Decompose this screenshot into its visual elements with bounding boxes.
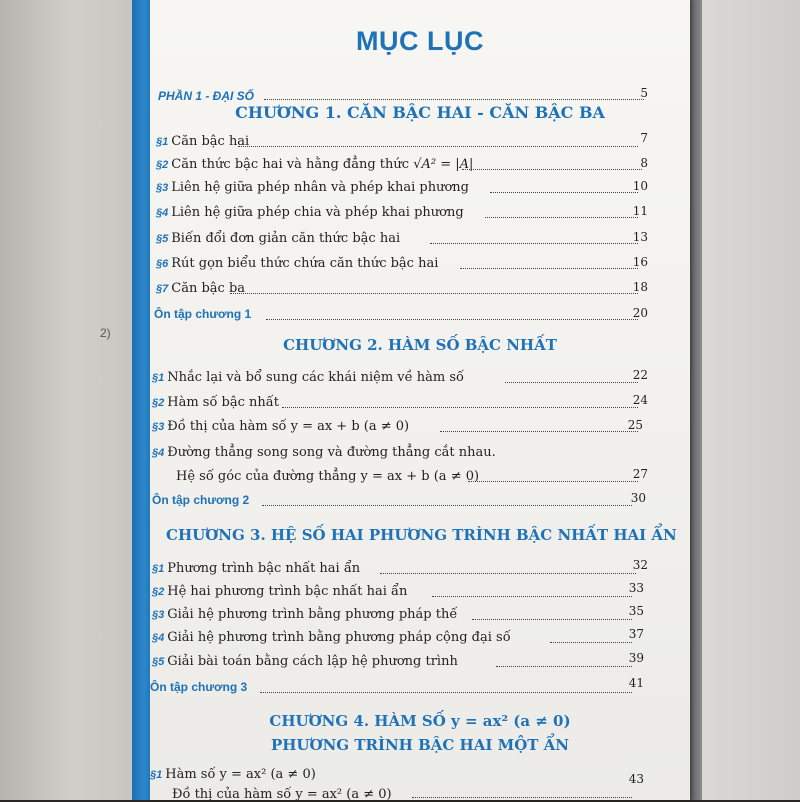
page-number: 5 [640,86,648,100]
toc-entry [150,767,316,782]
toc-entry [156,180,469,195]
page-number: 25 [627,418,643,432]
page-number: 11 [632,204,648,218]
page-number: 8 [640,156,648,170]
page-number: 13 [632,230,648,244]
entry-text: Hàm số y = ax² (a ≠ 0) [165,767,316,782]
entry-text: Liên hệ giữa phép nhân và phép khai phương [171,180,469,195]
chapter-review: Ôn tập chương 1 [154,307,252,321]
toc-entry [152,561,360,576]
toc-entry [152,419,409,434]
entry-text: Hệ hai phương trình bậc nhất hai ẩn [167,584,408,599]
toc-entry [152,370,464,385]
page-number: 32 [632,558,648,572]
section-number: §5 [152,656,165,668]
formula-sqrt: √A² = |A| [413,157,474,172]
section-number: §1 [152,372,165,384]
dot-leader [264,99,644,100]
dot-leader [505,382,638,383]
toc-entry [156,231,400,246]
entry-text: Căn thức bậc hai và hằng đẳng thức [171,157,410,172]
dot-leader [380,573,636,574]
page-number: 18 [632,280,648,294]
section-number: §2 [152,586,165,598]
page-number: 16 [632,255,648,269]
dot-leader [432,596,632,597]
toc-entry [156,205,464,220]
toc-entry [152,630,511,645]
background-right [690,0,800,800]
section-number: §4 [152,632,165,644]
section-number: §4 [156,207,169,219]
section-number: §6 [156,258,169,270]
toc-entry [152,654,458,669]
page-number: 20 [632,306,648,320]
dot-leader [230,293,638,294]
toc-entry [156,256,438,271]
entry-text: Phương trình bậc nhất hai ẩn [167,561,361,576]
section-number: §2 [156,159,169,171]
chapter-4-subtitle: PHƯƠNG TRÌNH BẬC HAI MỘT ẨN [270,736,570,754]
section-number: §2 [152,397,165,409]
chapter-2-title: CHƯƠNG 2. HÀM SỐ BẬC NHẤT [283,336,557,354]
section-number: §3 [152,421,165,433]
part-label: PHẦN 1 - ĐẠI SỐ [158,89,255,103]
entry-text: Rút gọn biểu thức chứa căn thức bậc hai [171,256,439,271]
page-number: 41 [628,676,644,690]
chapter-3-title: CHƯƠNG 3. HỆ SỐ HAI PHƯƠNG TRÌNH BẬC NHẤT HAI ẨN [166,526,677,544]
toc-page [150,0,690,800]
toc-entry [152,607,457,622]
entry-text: Đồ thị của hàm số y = ax + b (a ≠ 0) [167,419,410,434]
section-number: §1 [152,563,165,575]
dot-leader [262,505,632,506]
toc-entry [156,157,473,172]
entry-text: Nhắc lại và bổ sung các khái niệm về hàm số [167,370,464,385]
dot-leader [282,407,638,408]
entry-text: Liên hệ giữa phép chia và phép khai phương [171,205,464,220]
page-number: 24 [632,393,648,407]
section-number: §5 [156,233,169,245]
dot-leader [468,481,638,482]
page-number: 22 [632,368,648,382]
entry-text: Đường thẳng song song và đường thẳng cắt nhau. [167,445,496,460]
dot-leader [260,692,632,693]
entry-text: Căn bậc hai [171,134,250,149]
chapter-1-title: CHƯƠNG 1. CĂN BẬC HAI - CĂN BẬC BA [235,103,605,122]
page-number: 30 [630,491,646,505]
section-number: §1 [150,769,163,781]
page-number: 35 [628,604,644,618]
dot-leader [496,666,632,667]
section-number: §4 [152,447,165,459]
section-number: §7 [156,283,169,295]
page-number: 39 [628,651,644,665]
section-number: §3 [156,182,169,194]
entry-text: Giải hệ phương trình bằng phương pháp thế [167,607,458,622]
chapter-review: Ôn tập chương 2 [152,493,250,507]
toc-entry [156,134,249,149]
chapter-review: Ôn tập chương 3 [150,680,248,694]
side-mark: 2) [100,326,111,340]
entry-text: Biến đổi đơn giản căn thức bậc hai [171,231,401,246]
page-number: 10 [632,179,648,193]
dot-leader [472,619,632,620]
toc-entry [152,395,279,410]
entry-text: Hàm số bậc nhất [167,395,279,410]
entry-text: Giải hệ phương trình bằng phương pháp cộng đại số [167,630,511,645]
dot-leader [266,319,638,320]
page-number: 37 [628,627,644,641]
chapter-4-title: CHƯƠNG 4. HÀM SỐ y = ax² (a ≠ 0) [269,712,571,730]
dot-leader [412,797,632,798]
entry-text: Đồ thị của hàm số y = ax² (a ≠ 0) [172,787,392,802]
dot-leader [550,642,632,643]
section-number: §1 [156,136,169,148]
dot-leader [430,243,638,244]
section-number: §3 [152,609,165,621]
page-number: 7 [640,131,648,145]
page-number: 33 [628,581,644,595]
toc-entry [152,584,407,599]
page-number: 43 [628,772,644,786]
entry-text: Giải bài toán bằng cách lập hệ phương trình [167,654,458,669]
book-cover-edge [132,0,152,800]
page-number: 27 [632,467,648,481]
entry-text-continued: Hệ số góc của đường thẳng y = ax + b (a ≠ 0) [176,469,480,484]
entry-text: Căn bậc ba [171,281,246,296]
toc-entry [152,445,496,460]
page-edge-shadow [688,0,702,800]
page-title: MỤC LỤC [356,26,484,56]
dot-leader [238,146,638,147]
